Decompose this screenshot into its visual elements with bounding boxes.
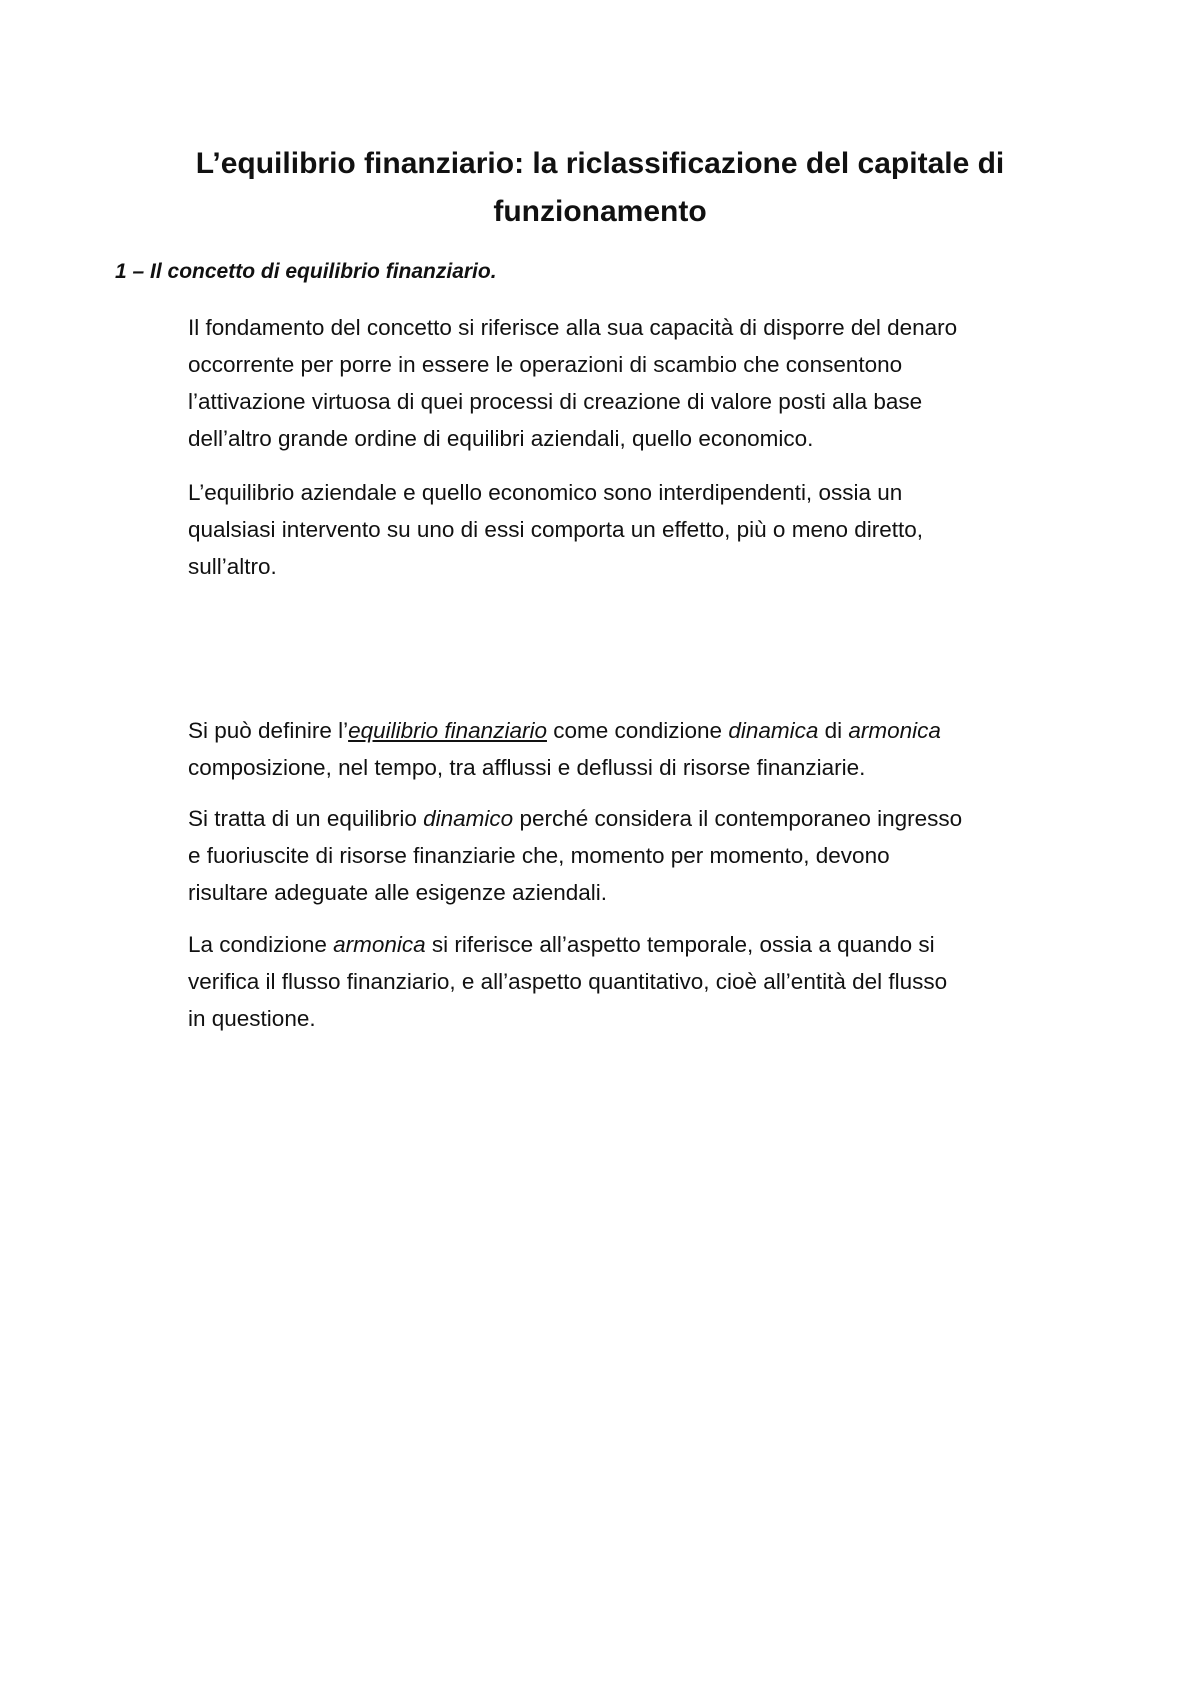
title-line-2: funzionamento bbox=[493, 195, 707, 228]
paragraph-line: Il fondamento del concetto si riferisce alla sua capacità di disporre del denaro bbox=[188, 315, 958, 340]
document-title bbox=[110, 140, 1090, 236]
paragraph-line: l’attivazione virtuosa di quei processi di creazione di valore posti alla base bbox=[188, 389, 923, 414]
text-run: perché considera il contemporaneo ingresso bbox=[513, 806, 963, 831]
paragraph-line: composizione, nel tempo, tra afflussi e deflussi di risorse finanziarie. bbox=[188, 755, 866, 780]
italic-term: armonica bbox=[848, 718, 941, 743]
paragraph-line: in questione. bbox=[188, 1006, 316, 1031]
section-heading: 1 – Il concetto di equilibrio finanziario. bbox=[115, 260, 497, 283]
paragraph-line bbox=[188, 800, 1108, 837]
italic-term: dinamica bbox=[728, 718, 819, 743]
underlined-term: equilibrio finanziario bbox=[348, 718, 547, 743]
paragraph-1 bbox=[188, 309, 1108, 457]
italic-term: armonica bbox=[333, 932, 426, 957]
italic-term: dinamico bbox=[423, 806, 514, 831]
paragraph-line: qualsiasi intervento su uno di essi comporta un effetto, più o meno diretto, bbox=[188, 517, 924, 542]
title-line-1: L’equilibrio finanziario: la riclassificazione del capitale di bbox=[195, 147, 1005, 180]
paragraph-line: sull’altro. bbox=[188, 554, 277, 579]
paragraph-line bbox=[188, 926, 1108, 963]
paragraph-3 bbox=[188, 712, 1108, 786]
paragraph-line: verifica il flusso finanziario, e all’aspetto quantitativo, cioè all’entità del flusso bbox=[188, 969, 948, 994]
paragraph-line bbox=[188, 712, 1108, 749]
paragraph-2 bbox=[188, 474, 1108, 585]
text-run: si riferisce all’aspetto temporale, ossia a quando si bbox=[425, 932, 935, 957]
paragraph-line: risultare adeguate alle esigenze aziendali. bbox=[188, 880, 608, 905]
text-run: Si tratta di un equilibrio bbox=[188, 806, 424, 831]
paragraph-line: dell’altro grande ordine di equilibri aziendali, quello economico. bbox=[188, 426, 814, 451]
text-run: La condizione bbox=[188, 932, 334, 957]
paragraph-5 bbox=[188, 926, 1108, 1037]
text-run: come condizione bbox=[546, 718, 729, 743]
paragraph-line: e fuoriuscite di risorse finanziarie che, momento per momento, devono bbox=[188, 843, 890, 868]
paragraph-line: occorrente per porre in essere le operazioni di scambio che consentono bbox=[188, 352, 903, 377]
paragraph-4 bbox=[188, 800, 1108, 911]
paragraph-line: L’equilibrio aziendale e quello economico sono interdipendenti, ossia un bbox=[188, 480, 903, 505]
text-run: di bbox=[818, 718, 849, 743]
text-run: Si può definire l’ bbox=[188, 718, 349, 743]
